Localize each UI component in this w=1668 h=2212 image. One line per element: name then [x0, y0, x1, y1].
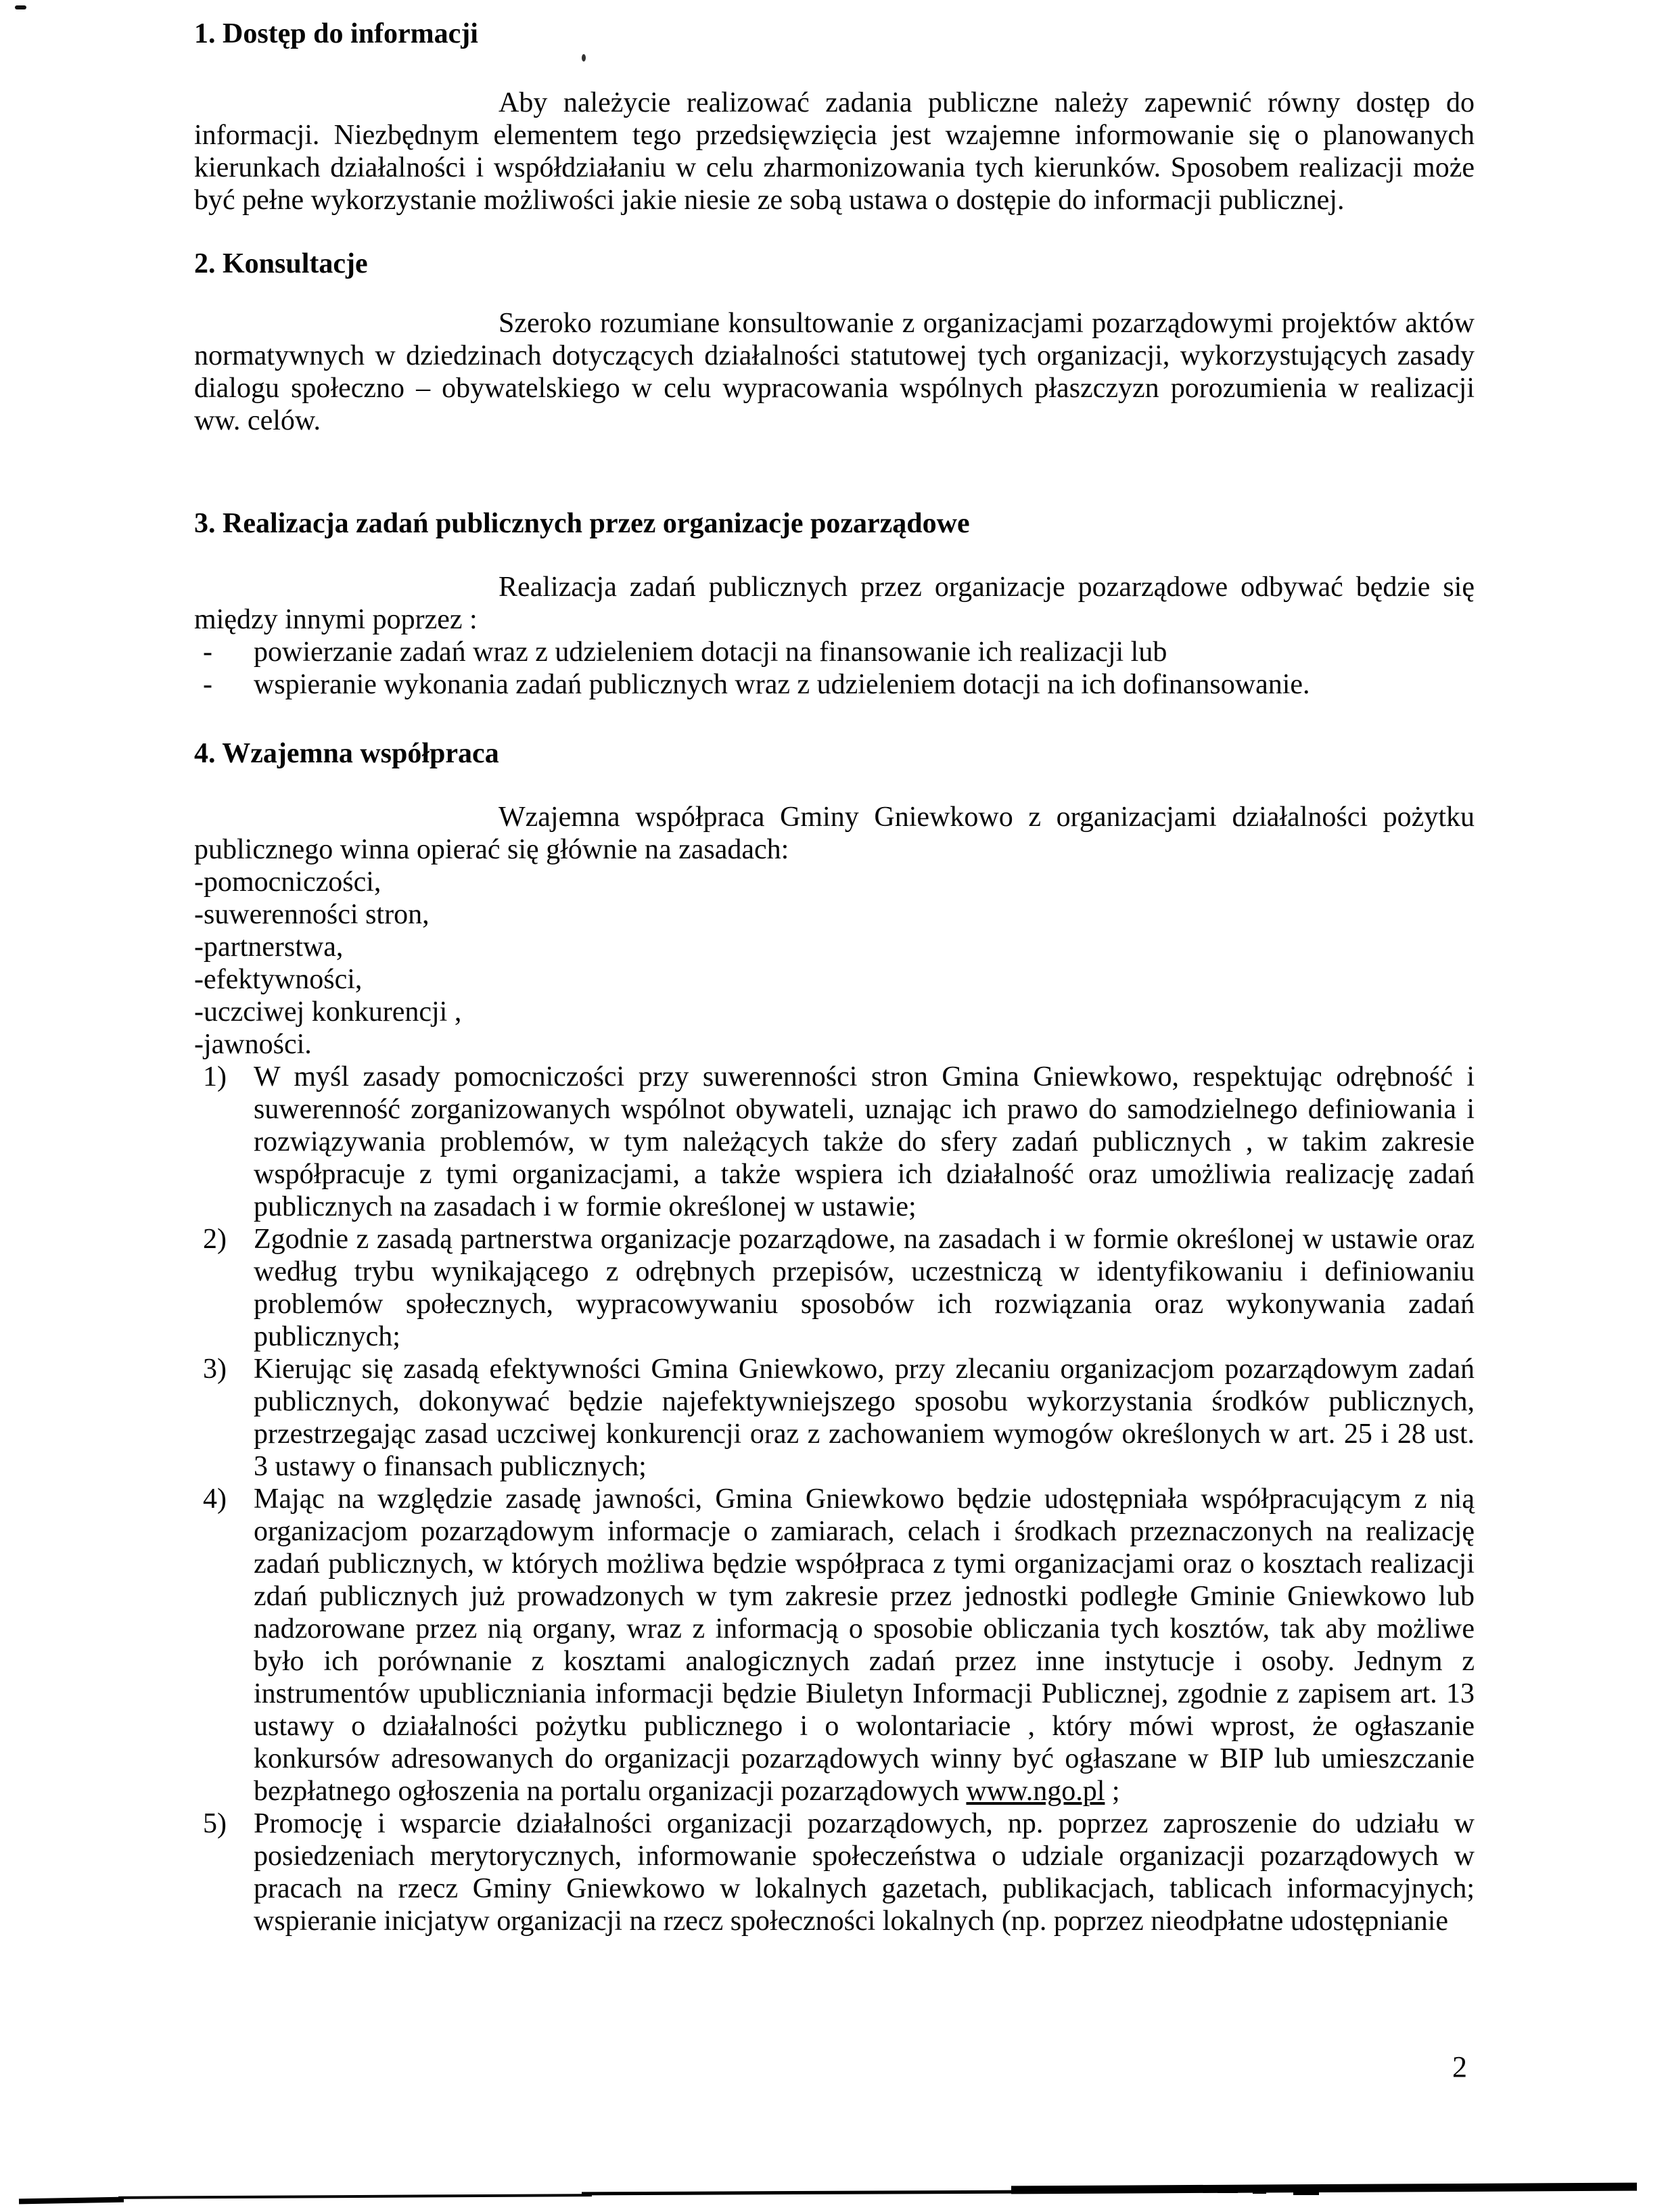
- item-text: Promocję i wsparcie działalności organizacji pozarządowych, np. poprzez zaproszenie do udziału w posiedzeniach merytorycznych, informowanie społeczeństwa o udziale organizacji pozarządowych w pracach na rzecz Gminy Gniewkowo w lokalnych gazetach, publikacjach, tablicach informacyjnych; wspieranie inicjatyw organizacji na rzecz społeczności lokalnych (np. poprzez nieodpłatne udostępnianie: [254, 1808, 1475, 1937]
- scan-artifact-baseline-dash: [1253, 2191, 1266, 2194]
- scan-artifact-dash: [15, 5, 26, 9]
- scan-artifact-baseline-dash: [1218, 2190, 1238, 2193]
- scan-artifact-baseline-3: [582, 2190, 1021, 2196]
- principle-line: -jawności.: [194, 1029, 312, 1060]
- scan-artifact-baseline-2: [118, 2194, 592, 2199]
- scan-artifact-baseline-1: [19, 2197, 124, 2205]
- section-1-paragraph: Aby należycie realizować zadania publiczne należy zapewnić równy dostęp do informacji. Niezbędnym elementem tego przedsięwzięcia jest wzajemne informowanie się o planowanych kierunkach działalności i współdziałaniu w celu zharmonizowania tych kierunków. Sposobem realizacji może być pełne wykorzystanie możliwości jakie niesie ze sobą ustawa o dostępie do informacji publicznej.: [194, 87, 1475, 216]
- section-3-paragraph: Realizacja zadań publicznych przez organizacje pozarządowe odbywać będzie się między innymi poprzez :: [194, 572, 1475, 635]
- section-1-heading: 1. Dostęp do informacji: [194, 18, 478, 49]
- list-item: [194, 668, 1475, 701]
- list-item-text: wspieranie wykonania zadań publicznych wraz z udzieleniem dotacji na ich dofinansowanie.: [254, 669, 1310, 700]
- item-number: 4): [203, 1483, 227, 1515]
- numbered-item: [194, 1807, 1475, 1937]
- item-text-after-link: ;: [1105, 1776, 1120, 1807]
- numbered-item: [194, 1223, 1475, 1353]
- dash-bullet: -: [203, 637, 212, 668]
- item-text: Zgodnie z zasadą partnerstwa organizacje pozarządowe, na zasadach i w formie określonej w ustawie oraz według trybu wynikającego z odrębnych przepisów, uczestniczą w identyfikowaniu i definiowaniu problemów społecznych, wypracowywaniu sposobów ich rozwiązania oraz wykonywania zadań publicznych;: [254, 1224, 1475, 1352]
- page-number: 2: [1452, 2050, 1467, 2083]
- dash-list: [194, 636, 1475, 701]
- item-number: 5): [203, 1808, 227, 1839]
- item-number: 1): [203, 1061, 227, 1092]
- section-2-heading: 2. Konsultacje: [194, 248, 368, 279]
- principle-line: -uczciwej konkurencji ,: [194, 996, 462, 1028]
- scan-artifact-baseline-4: [1011, 2183, 1637, 2194]
- item-text: W myśl zasady pomocniczości przy suwerenności stron Gmina Gniewkowo, respektując odrębność i suwerenność zorganizowanych wspólnot obywateli, uznając ich prawo do samodzielnego definiowania i rozwiązywania problemów, w tym należących także do sfery zadań publicznych , w takim zakresie współpracuje z tymi organizacjami, a także wspiera ich działalność oraz umożliwia realizację zadań publicznych na zasadach i w formie określonej w ustawie;: [254, 1061, 1475, 1222]
- numbered-item: [194, 1061, 1475, 1223]
- principle-line: -suwerenności stron,: [194, 899, 430, 930]
- item-number: 3): [203, 1354, 227, 1385]
- scan-artifact-baseline-dash: [1293, 2192, 1319, 2195]
- dash-bullet: -: [203, 669, 212, 700]
- section-3-heading: 3. Realizacja zadań publicznych przez organizacje pozarządowe: [194, 508, 970, 539]
- principles-list: [194, 866, 1475, 1061]
- section-4-paragraph: Wzajemna współpraca Gminy Gniewkowo z organizacjami działalności pożytku publicznego winna opierać się głównie na zasadach:: [194, 802, 1475, 865]
- principle-line: -partnerstwa,: [194, 931, 344, 963]
- item-text: Kierując się zasadą efektywności Gmina Gniewkowo, przy zlecaniu organizacjom pozarządowym zadań publicznych, dokonywać będzie najefektywniejszego sposobu wykorzystania środków publicznych, przestrzegając zasad uczciwej konkurencji oraz z zachowaniem wymogów określonych w art. 25 i 28 ust. 3 ustawy o finansach publicznych;: [254, 1354, 1475, 1482]
- ngo-portal-link[interactable]: www.ngo.pl: [966, 1776, 1105, 1807]
- item-text: [254, 1483, 1475, 1807]
- numbered-item: [194, 1483, 1475, 1807]
- numbered-item: [194, 1353, 1475, 1483]
- item-text-before-link: Mając na względzie zasadę jawności, Gmina Gniewkowo będzie udostępniała współpracującym z nią organizacjom pozarządowym informacje o zamiarach, celach i środkach przeznaczonych na realizację zadań publicznych, w których możliwa będzie współpraca z tymi organizacjami oraz o kosztach realizacji zdań publicznych już prowadzonych w tym zakresie przez jednostki podległe Gminie Gniewkowo lub nadzorowane przez nią organy, wraz z informacją o sposobie obliczania tych kosztów, tak aby możliwe było ich porównanie z kosztami analogicznych zadań przez inne instytucje i osoby. Jednym z instrumentów upubliczniania informacji będzie Biuletyn Informacji Publicznej, zgodnie z zapisem art. 13 ustawy o działalności pożytku publicznego i o wolontariacie , który mówi wprost, że ogłaszanie konkursów adresowanych do organizacji pozarządowych winny być ogłaszane w BIP lub umieszczanie bezpłatnego ogłoszenia na portalu organizacji pozarządowych: [254, 1483, 1475, 1807]
- document-content: [194, 0, 1475, 1937]
- item-number: 2): [203, 1224, 227, 1255]
- principle-line: -efektywności,: [194, 964, 363, 995]
- list-item-text: powierzanie zadań wraz z udzieleniem dotacji na finansowanie ich realizacji lub: [254, 637, 1167, 668]
- list-item: [194, 636, 1475, 668]
- section-4-heading: 4. Wzajemna współpraca: [194, 738, 499, 769]
- section-2-paragraph: Szeroko rozumiane konsultowanie z organizacjami pozarządowymi projektów aktów normatywnych w dziedzinach dotyczących działalności statutowej tych organizacji, wykorzystujących zasady dialogu społeczno – obywatelskiego w celu wypracowania wspólnych płaszczyzn porozumienia w realizacji ww. celów.: [194, 308, 1475, 436]
- numbered-list: [194, 1061, 1475, 1937]
- principle-line: -pomocniczości,: [194, 867, 381, 898]
